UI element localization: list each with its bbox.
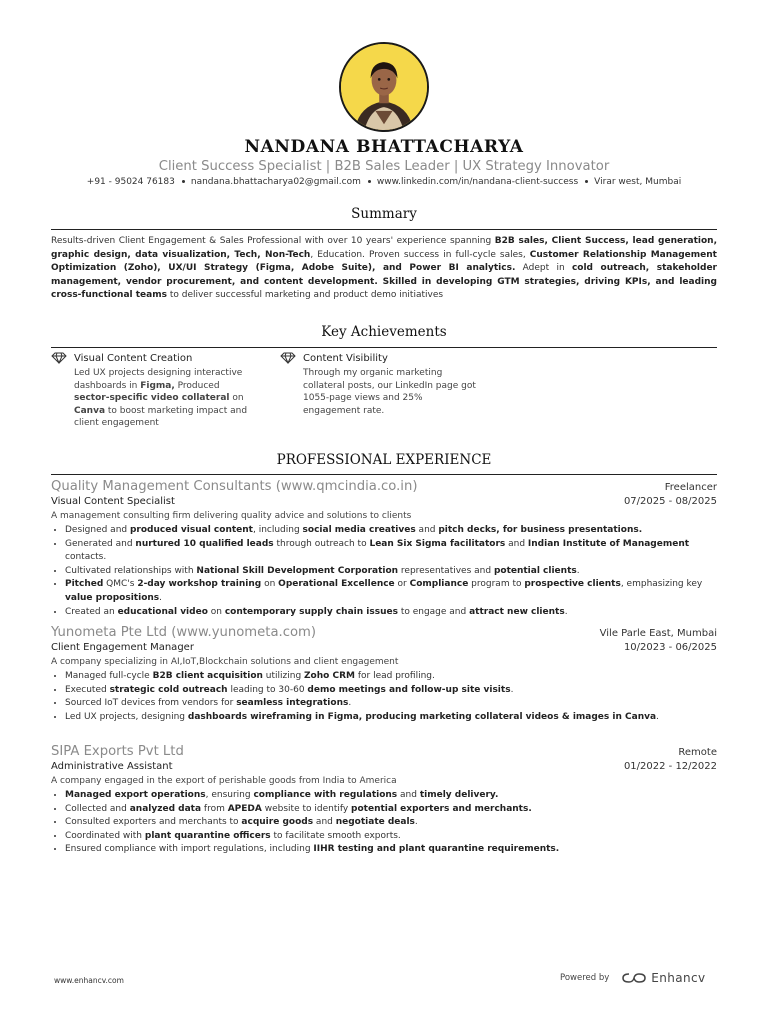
diamond-icon	[280, 352, 296, 364]
job-location: Vile Parle East, Mumbai	[599, 628, 717, 639]
email-link[interactable]: nandana.bhattacharya02@gmail.com	[190, 177, 361, 187]
job-title: Administrative Assistant	[51, 761, 173, 772]
footer-site-link[interactable]: www.enhancv.com	[54, 976, 124, 985]
profile-photo	[339, 42, 429, 132]
bullet-item: • Generated and nurtured 10 qualified leads through outreach to Lean Six Sigma facilitators and Indian Institute of Management contacts.	[65, 538, 717, 565]
bullet-item: • Pitched QMC's 2-day workshop training on Operational Excellence or Compliance program to prospective clients, emphasizing key value propositions.	[65, 578, 717, 605]
job-location: Remote	[678, 747, 717, 758]
bullet-item: • Collected and analyzed data from APEDA website to identify potential exporters and merchants.	[65, 803, 717, 817]
job-location: Freelancer	[664, 482, 717, 493]
bullet-item: • Created an educational video on contemporary supply chain issues to engage and attract new clients.	[65, 606, 717, 620]
achievements-heading: Key Achievements	[321, 324, 447, 340]
diamond-icon	[51, 352, 67, 364]
footer-branding	[560, 971, 706, 985]
summary-divider	[51, 229, 717, 230]
bullet-item: • Executed strategic cold outreach leading to 30-60 demo meetings and follow-up site visits.	[65, 684, 717, 698]
company-description: A company engaged in the export of perishable goods from India to America	[51, 776, 397, 786]
bullet-item: • Consulted exporters and merchants to acquire goods and negotiate deals.	[65, 816, 717, 830]
contact-line	[0, 177, 768, 187]
achievement-title: Content Visibility	[303, 352, 388, 364]
summary-text: Results-driven Client Engagement & Sales Professional with over 10 years' experience spanning B2B sales, Client Success, lead generation, graphic design, data visualization, Tech, Non-Tech, Education. Proven success in full-cycle sales, Customer Relationship Management Optimization (Zoho), UX/UI Strategy (Figma, Adobe Suite), and Power BI analytics. Adept in cold outreach, stakeholder management, vendor procurement, and content development. Skilled in developing GTM strategies, driving KPIs, and leading cross-functional teams to deliver successful marketing and product demo initiatives	[51, 236, 718, 301]
experience-heading: PROFESSIONAL EXPERIENCE	[276, 452, 492, 468]
enhancv-logo-text: Enhancv	[651, 971, 706, 985]
company-name: Yunometa Pte Ltd (www.yunometa.com)	[51, 625, 317, 640]
job-entry	[51, 744, 717, 857]
bullet-item: • Ensured compliance with import regulations, including IIHR testing and plant quarantine requirements.	[65, 843, 717, 857]
bullet-item: • Sourced IoT devices from vendors for seamless integrations.	[65, 697, 717, 711]
achievement-description: Led UX projects designing interactive dashboards in Figma, Produced sector-specific video collateral on Canva to boost marketing impact and client engagement	[74, 368, 248, 429]
bullet-item: • Designed and produced visual content, including social media creatives and pitch decks, for business presentations.	[65, 524, 717, 538]
company-description: A management consulting firm delivering quality advice and solutions to clients	[51, 511, 412, 521]
achievements-divider	[51, 347, 717, 348]
bullet-item: • Cultivated relationships with National Skill Development Corporation representatives and potential clients.	[65, 565, 717, 579]
job-bullets	[51, 524, 717, 619]
job-entry	[51, 479, 717, 619]
bullet-item: • Coordinated with plant quarantine officers to facilitate smooth exports.	[65, 830, 717, 844]
company-description: A company specializing in AI,IoT,Blockchain solutions and client engagement	[51, 657, 399, 667]
job-bullets	[51, 670, 717, 724]
job-title: Client Engagement Manager	[51, 642, 194, 653]
bullet-item: • Managed full-cycle B2B client acquisition utilizing Zoho CRM for lead profiling.	[65, 670, 717, 684]
summary-heading: Summary	[351, 206, 417, 222]
bullet-item: • Managed export operations, ensuring compliance with regulations and timely delivery.	[65, 789, 717, 803]
achievement-description: Through my organic marketing collateral posts, our LinkedIn page got 1055-page views and 25% engagement rate.	[303, 368, 476, 416]
company-name: Quality Management Consultants (www.qmcindia.co.in)	[51, 479, 418, 494]
enhancv-logo-icon	[621, 972, 647, 984]
headline: Client Success Specialist | B2B Sales Leader | UX Strategy Innovator	[158, 159, 610, 174]
experience-divider	[51, 474, 717, 475]
company-name: SIPA Exports Pvt Ltd	[51, 744, 184, 759]
achievement-item	[280, 352, 480, 417]
bullet-item: • Led UX projects, designing dashboards wireframing in Figma, producing marketing collateral videos & images in Canva.	[65, 711, 717, 725]
job-dates: 01/2022 - 12/2022	[623, 761, 717, 772]
candidate-name: NANDANA BHATTACHARYA	[244, 137, 524, 157]
achievement-title: Visual Content Creation	[74, 352, 193, 364]
job-bullets	[51, 789, 717, 857]
achievement-item	[51, 352, 251, 430]
job-entry	[51, 625, 717, 724]
location: Virar west, Mumbai	[594, 177, 682, 187]
enhancv-logo[interactable]	[621, 971, 705, 985]
job-dates: 10/2023 - 06/2025	[623, 642, 717, 653]
job-title: Visual Content Specialist	[51, 496, 175, 507]
job-dates: 07/2025 - 08/2025	[623, 496, 717, 507]
phone[interactable]: +91 - 95024 76183	[86, 177, 175, 187]
linkedin-link[interactable]: www.linkedin.com/in/nandana-client-success	[376, 177, 579, 187]
powered-by-label: Powered by	[560, 973, 610, 983]
